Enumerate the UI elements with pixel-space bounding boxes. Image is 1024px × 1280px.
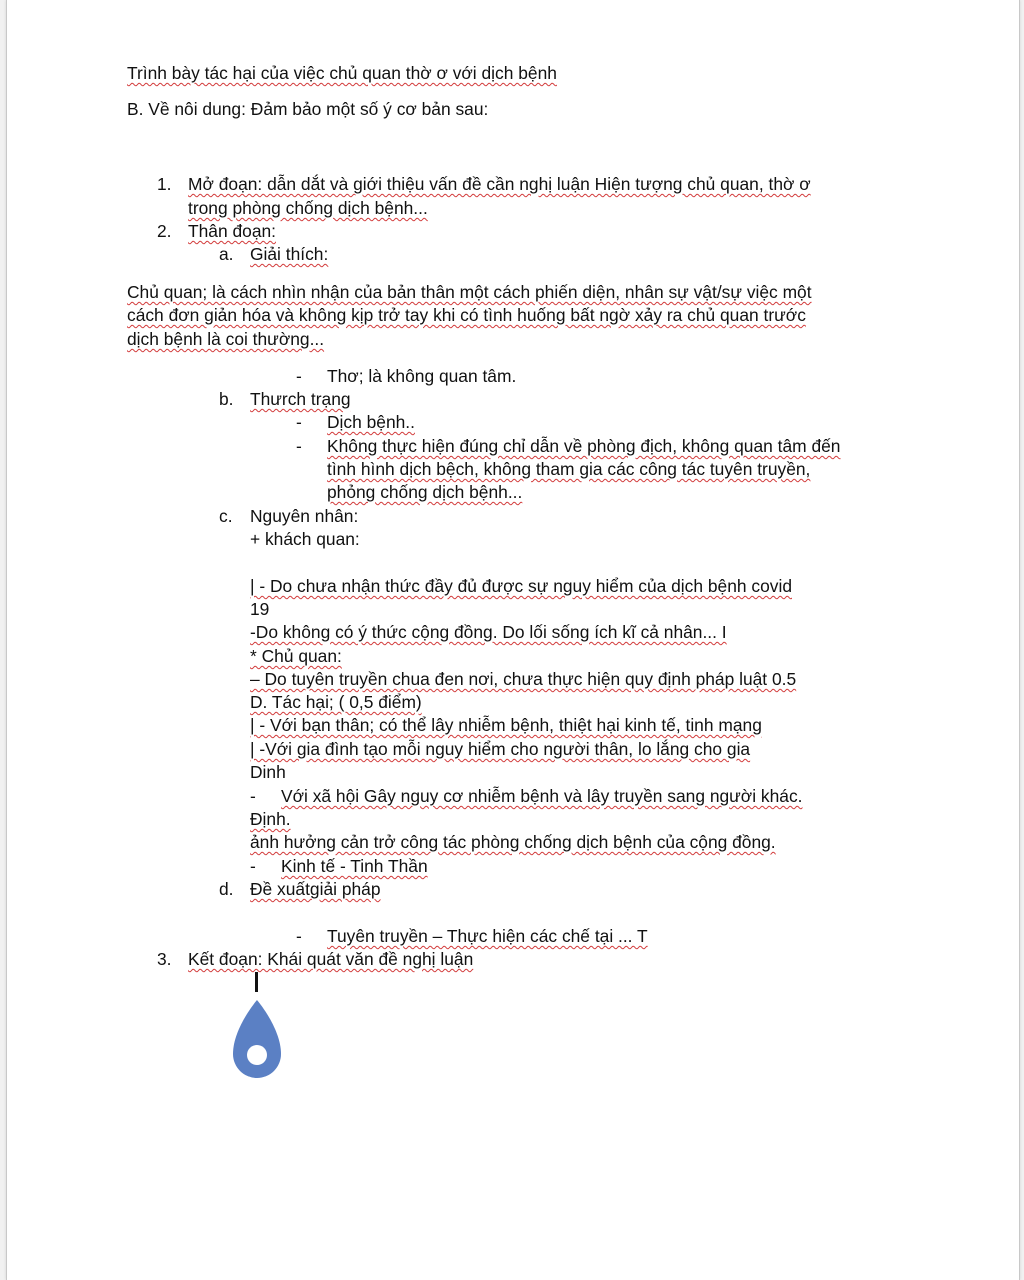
harm-economy-spirit: Kinh tế - Tinh Thần (281, 856, 428, 876)
item-d-letter: d. (219, 879, 234, 899)
item-2-label: Thân đoạn: (188, 221, 276, 241)
item-3-number: 3. (157, 949, 172, 969)
bullet-dash: - (296, 412, 302, 432)
subjective-causes-heading: * Chủ quan: (250, 646, 342, 666)
harm-family-line: | -Với gia đình tạo mỗi nguy hiểm cho người thân, lo lắng cho gia (250, 739, 751, 759)
item-2a-letter: a. (219, 244, 234, 264)
harm-self-line: | - Với bạn thân; có thể lây nhiễm bệnh, thiệt hại kinh tế, tinh mạng (250, 715, 762, 735)
solution-bullet: Tuyên truyền – Thực hiện các chế tại ... T (327, 926, 648, 946)
item-3-label: Kết đoạn: Khái quát văn đề nghị luận (188, 949, 474, 969)
item-b-label: Thưrch trạng (250, 389, 351, 409)
cause-line-2: 19 (250, 599, 270, 619)
cause-line-3: -Do không có ý thức cộng đồng. Do lối sống ích kĩ cả nhân... I (250, 622, 727, 642)
harm-heading: D. Tác hại; ( 0,5 điểm) (250, 692, 422, 712)
text-cursor (255, 972, 258, 992)
item-1-number: 1. (157, 174, 172, 194)
harm-society-line: Với xã hội Gây nguy cơ nhiễm bệnh và lây truyền sang người khác. (281, 786, 803, 806)
bullet-dash: - (250, 786, 256, 806)
b-bullet-2-line-3: phỏng chống dịch bệnh... (327, 482, 523, 502)
essay-title: Trình bày tác hại của việc chủ quan thờ ơ với dịch bệnh (127, 63, 557, 83)
bullet-dash: - (250, 856, 256, 876)
item-d-label: Đề xuấtgiải pháp (250, 879, 381, 899)
b-bullet-2-line-1: Không thực hiện đúng chỉ dẫn về phòng địch, không quan tâm đến (327, 436, 841, 456)
item-1-text-line-1: Mở đoạn: dẫn dắt và giới thiệu vấn đề cần nghị luận Hiện tượng chủ quan, thờ ơ (188, 174, 811, 194)
b-bullet-2-line-2: tình hình dịch bệch, không tham gia các công tác tuyên truyền, (327, 459, 811, 479)
cause-line-1: | - Do chưa nhận thức đầy đủ được sự nguy hiểm của dịch bệnh covid (250, 576, 792, 596)
item-c-label: Nguyên nhân: (250, 506, 359, 526)
objective-causes-heading: + khách quan: (250, 529, 360, 549)
selection-handle-icon[interactable] (229, 998, 285, 1082)
tho-definition: Thơ; là không quan tâm. (327, 366, 517, 386)
harm-community-line: ảnh hưởng cản trở công tác phòng chống dịch bệnh của cộng đồng. (250, 832, 776, 852)
definition-line-2: cách đơn giản hóa và không kịp trở tay khi có tình huống bất ngờ xảy ra chủ quan trước (127, 305, 806, 325)
item-2a-label: Giải thích: (250, 244, 329, 264)
harm-society-line-2: Định. (250, 809, 291, 829)
item-b-letter: b. (219, 389, 234, 409)
b-bullet-1: Dịch bệnh.. (327, 412, 415, 432)
item-1-text-line-2: trong phòng chống dịch bệnh... (188, 198, 428, 218)
cause-line-5: – Do tuyên truyền chua đen nơi, chưa thực hiện quy định pháp luật 0.5 (250, 669, 797, 689)
item-2-number: 2. (157, 221, 172, 241)
definition-line-3: dịch bệnh là coi thường... (127, 329, 325, 349)
harm-family-line-2: Dinh (250, 762, 286, 782)
bullet-dash: - (296, 926, 302, 946)
section-b-heading: B. Về nôi dung: Đảm bảo một số ý cơ bản sau: (127, 99, 489, 119)
bullet-dash: - (296, 436, 302, 456)
item-c-letter: c. (219, 506, 233, 526)
bullet-dash: - (296, 366, 302, 386)
document-page[interactable] (6, 0, 1020, 1280)
definition-line-1: Chủ quan; là cách nhìn nhận của bản thân một cách phiến diện, nhân sự vật/sự việc một (127, 282, 812, 302)
